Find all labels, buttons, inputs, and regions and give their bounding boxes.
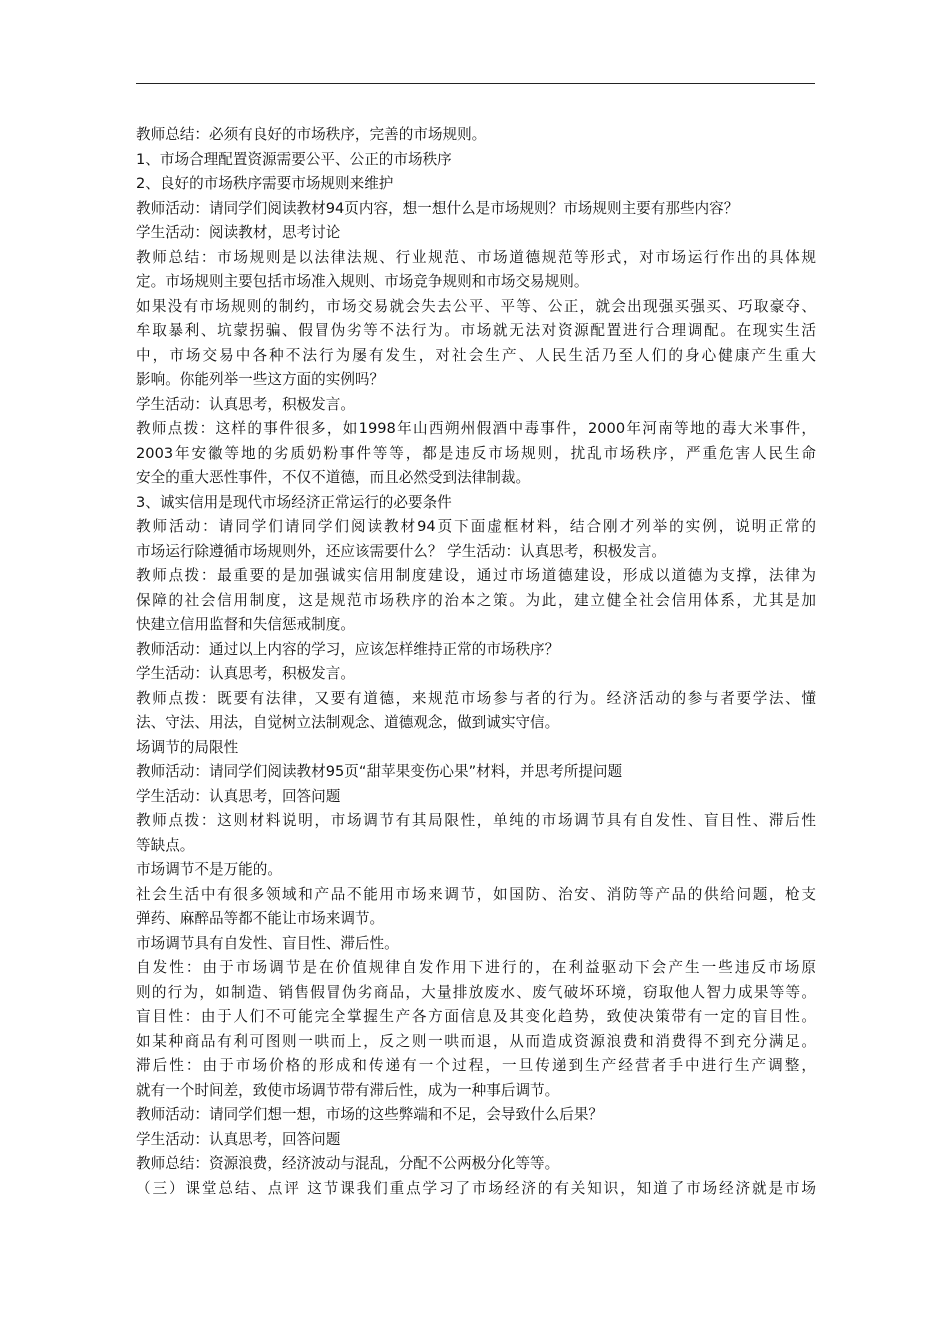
text-line: 教师点拨：这样的事件很多，如1998年山西朔州假酒中毒事件，2000年河南等地的毒大米事件， (136, 420, 816, 437)
text-line: 快建立信用监督和失信惩戒制度。 (136, 616, 355, 633)
text-line: 市场调节不是万能的。 (136, 861, 282, 878)
text-line: 等缺点。 (136, 836, 195, 854)
section-heading: 场调节的局限性 (136, 738, 239, 756)
text-line: 保障的社会信用制度，这是规范市场秩序的治本之策。为此，建立健全社会信用体系，尤其是加 (136, 591, 816, 609)
text-line: 定。市场规则主要包括市场准入规则、市场竞争规则和市场交易规则。 (136, 273, 589, 290)
text-line: 教师活动：请同学们阅读教材95页“甜苹果变伤心果”材料，并思考所提问题 (136, 763, 623, 780)
text-line: 学生活动：认真思考，回答问题 (136, 787, 341, 805)
text-line: 滞后性：由于市场价格的形成和传递有一个过程，一旦传递到生产经营者手中进行生产调整， (136, 1057, 816, 1074)
text-line: 弹药、麻醉品等都不能让市场来调节。 (136, 910, 385, 927)
text-line: 中，市场交易中各种不法行为屡有发生，对社会生产、人民生活乃至人们的身心健康产生重大 (136, 346, 816, 364)
document-body (136, 123, 816, 1201)
text-line: 2、良好的市场秩序需要市场规则来维护 (136, 175, 394, 192)
text-line: 教师活动：请同学们请同学们阅读教材94页下面虚框材料，结合刚才列举的实例，说明正常的 (136, 518, 816, 535)
text-line: 就有一个时间差，致使市场调节带有滞后性，成为一种事后调节。 (136, 1081, 560, 1099)
text-line: 安全的重大恶性事件，不仅不道德，而且必然受到法律制裁。 (136, 469, 531, 486)
text-line: 教师点拨：最重要的是加强诚实信用制度建设，通过市场道德建设，形成以道德为支撑，法律为 (136, 567, 816, 584)
text-line: 牟取暴利、坑蒙拐骗、假冒伪劣等不法行为。市场就无法对资源配置进行合理调配。在现实生活 (136, 322, 816, 339)
text-line: 如果没有市场规则的制约，市场交易就会失去公平、平等、公正，就会出现强买强买、巧取豪夺、 (136, 297, 816, 315)
text-line: 市场调节具有自发性、盲目性、滞后性。 (136, 934, 399, 952)
text-line: 1、市场合理配置资源需要公平、公正的市场秩序 (136, 150, 452, 168)
text-line: 教师活动：请同学们想一想，市场的这些弊端和不足，会导致什么后果？ (136, 1106, 604, 1123)
text-line: 2003年安徽等地的劣质奶粉事件等等，都是违反市场规则，扰乱市场秩序，严重危害人民生命 (136, 444, 816, 462)
text-line: 法、守法、用法，自觉树立法制观念、道德观念，做到诚实守信。 (136, 714, 560, 731)
text-line: 教师总结：必须有良好的市场秩序，完善的市场规则。 (136, 126, 487, 143)
header-rule (136, 83, 815, 84)
text-line: 学生活动：认真思考，积极发言。 (136, 665, 355, 682)
text-line: 社会生活中有很多领域和产品不能用市场来调节，如国防、治安、消防等产品的供给问题，枪支 (136, 885, 816, 903)
text-line: 教师点拨：既要有法律，又要有道德，来规范市场参与者的行为。经济活动的参与者要学法、懂 (136, 689, 816, 707)
text-line: 教师活动：通过以上内容的学习，应该怎样维持正常的市场秩序？ (136, 640, 560, 658)
text-line: 教师活动：请同学们阅读教材94页内容，想一想什么是市场规则？市场规则主要有那些内容？ (136, 199, 739, 217)
text-line: 市场运行除遵循市场规则外，还应该需要什么？ 学生活动：认真思考，积极发言。 (136, 542, 667, 560)
text-line: （三）课堂总结、点评 这节课我们重点学习了市场经济的有关知识，知道了市场经济就是市场 (136, 1179, 816, 1197)
text-line: 学生活动：阅读教材，思考讨论 (136, 224, 341, 241)
text-line: 学生活动：认真思考，回答问题 (136, 1130, 341, 1148)
text-line: 学生活动：认真思考，积极发言。 (136, 395, 355, 413)
text-line: 则的行为，如制造、销售假冒伪劣商品，大量排放废水、废气破坏环境，窃取他人智力成果等等。 (136, 983, 816, 1001)
text-line: 盲目性：由于人们不可能完全掌握生产各方面信息及其变化趋势，致使决策带有一定的盲目性。 (136, 1008, 816, 1025)
text-line: 如某种商品有利可图则一哄而上，反之则一哄而退，从而造成资源浪费和消费得不到充分满足。 (136, 1032, 816, 1050)
text-line: 教师点拨：这则材料说明，市场调节有其局限性，单纯的市场调节具有自发性、盲目性、滞后性 (136, 812, 816, 829)
text-line: 教师总结：市场规则是以法律法规、行业规范、市场道德规范等形式，对市场运行作出的具体规 (136, 248, 816, 266)
text-line: 自发性：由于市场调节是在价值规律自发作用下进行的，在利益驱动下会产生一些违反市场原 (136, 959, 816, 976)
text-line: 影响。你能列举一些这方面的实例吗？ (136, 371, 385, 388)
text-line: 3、诚实信用是现代市场经济正常运行的必要条件 (136, 493, 452, 511)
text-line: 教师总结：资源浪费，经济波动与混乱，分配不公两极分化等等。 (136, 1155, 560, 1172)
